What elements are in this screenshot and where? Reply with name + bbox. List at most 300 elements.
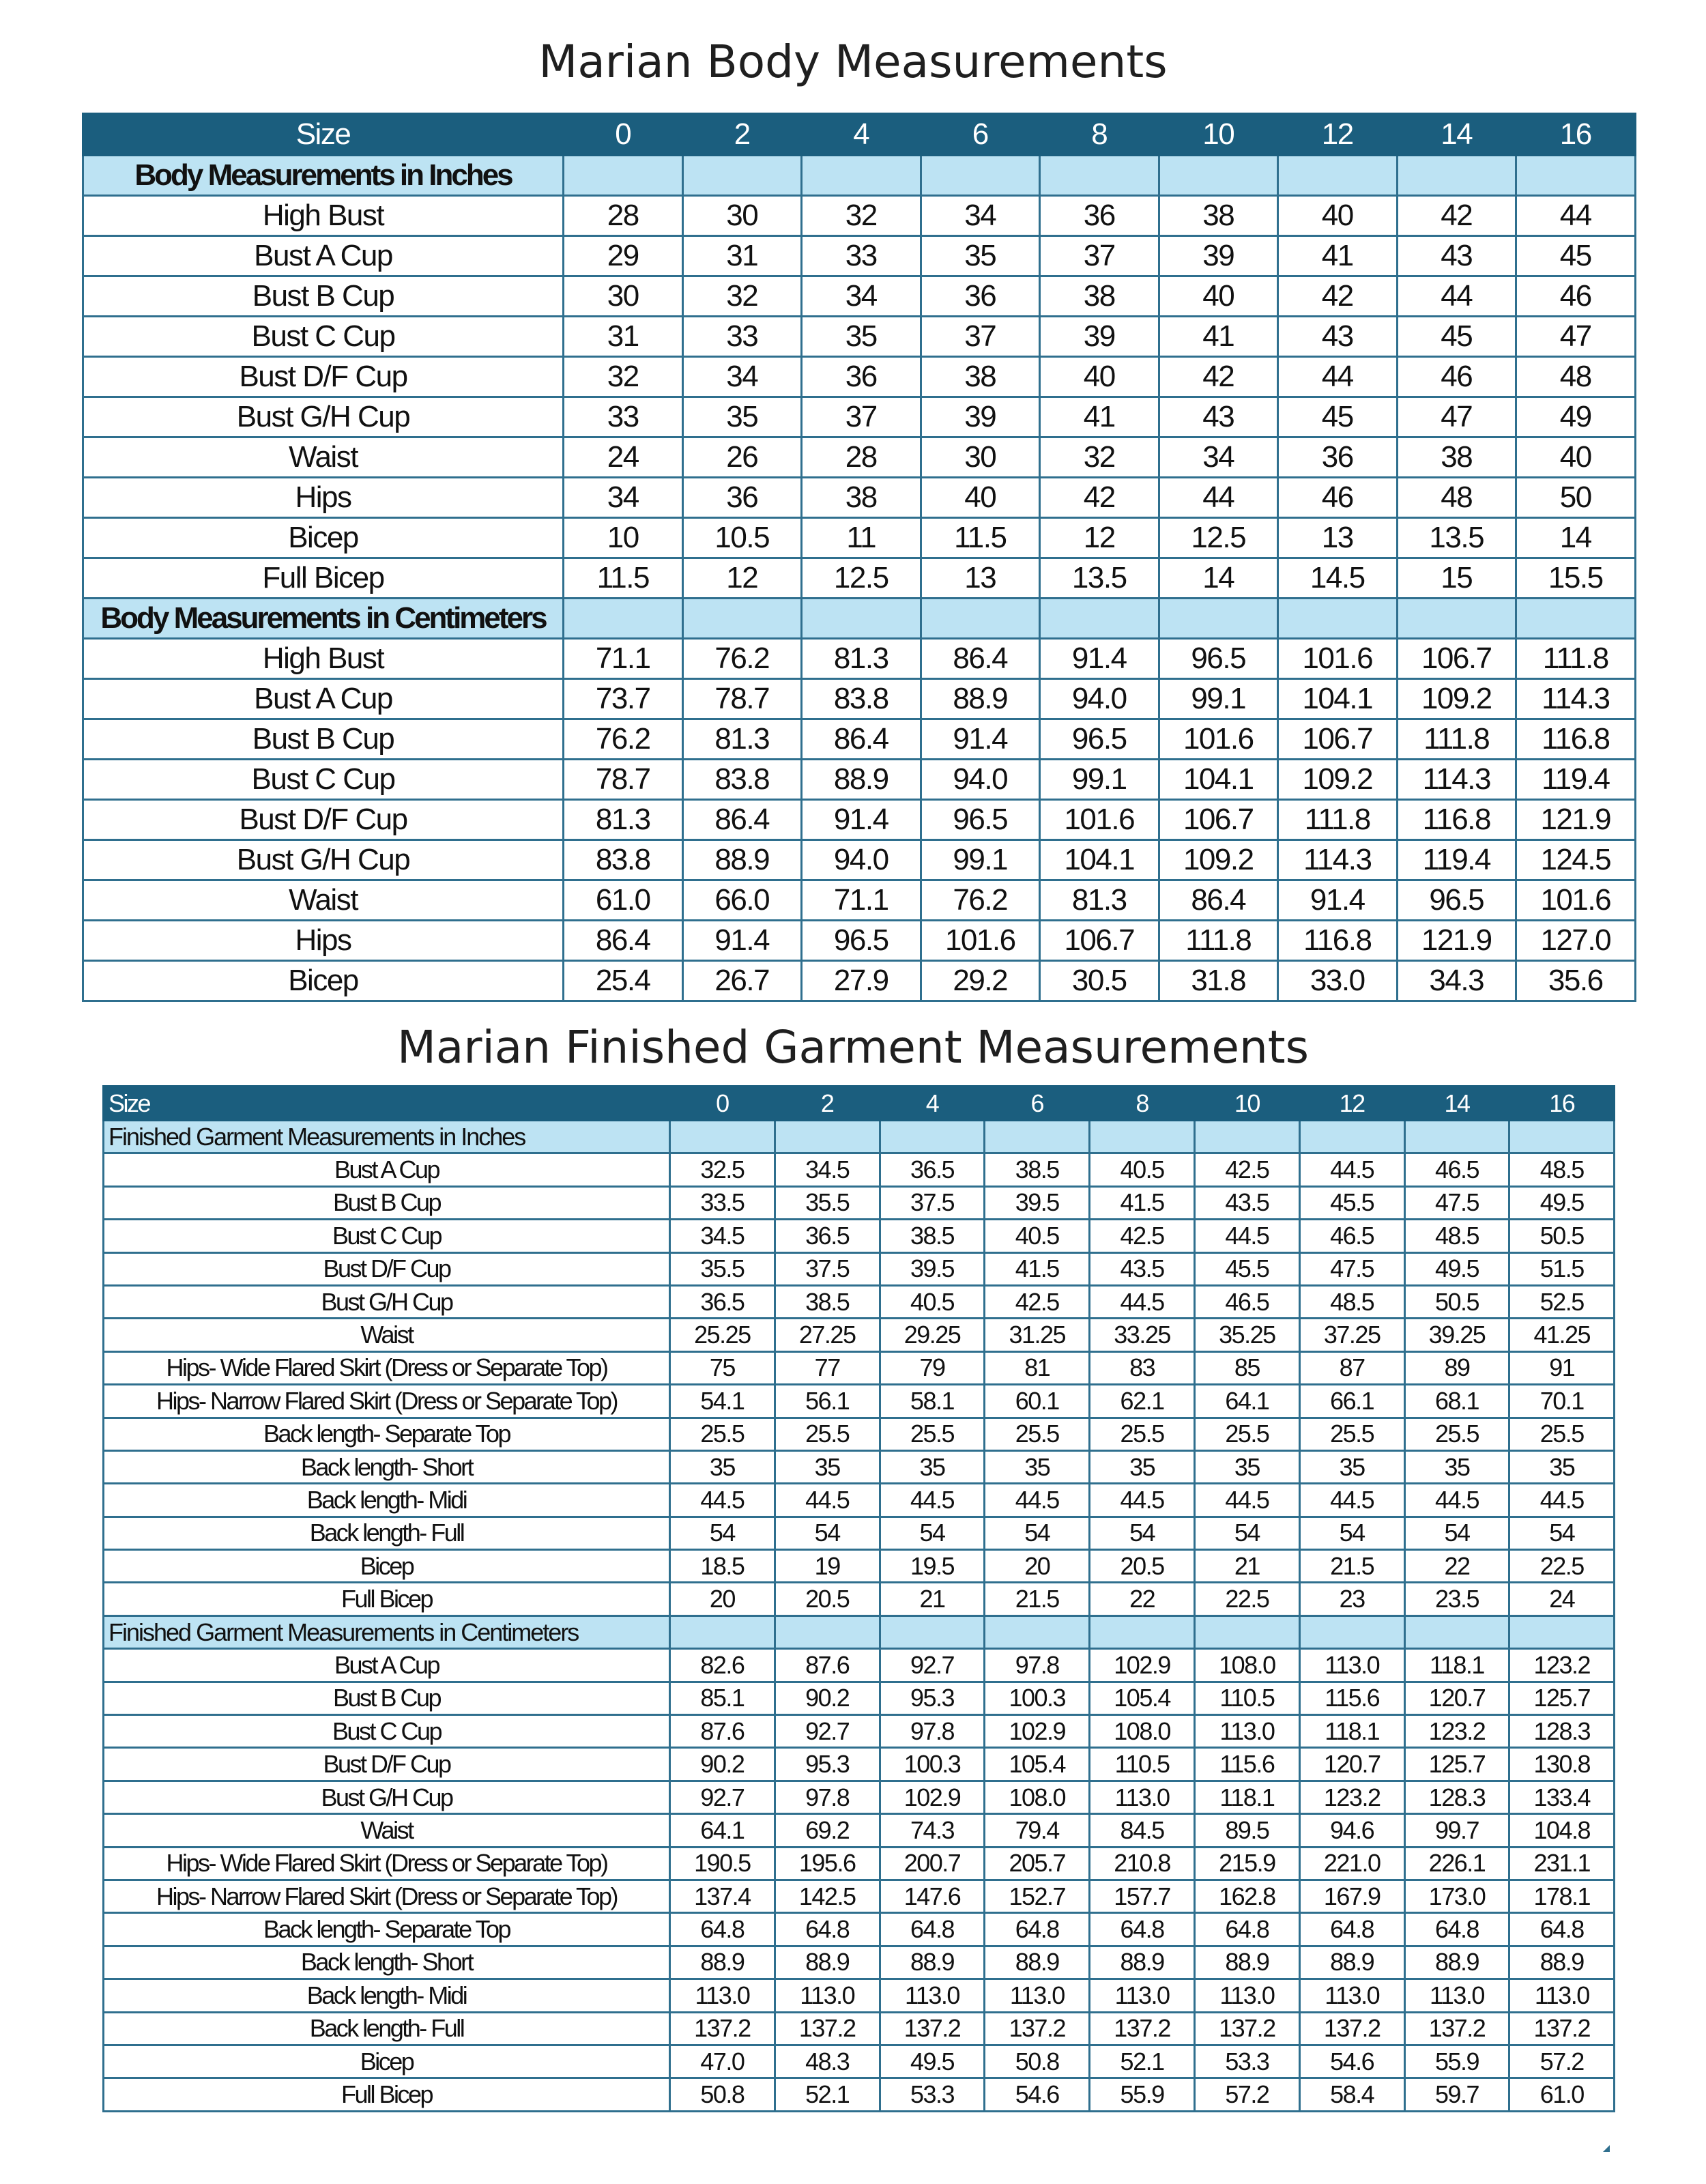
section-empty-cell xyxy=(1404,1615,1509,1648)
value-cell: 35 xyxy=(921,236,1040,276)
value-cell: 86.4 xyxy=(564,921,683,961)
value-cell: 29 xyxy=(564,236,683,276)
table-row xyxy=(104,1946,1615,1979)
section-empty-cell xyxy=(1299,1615,1404,1648)
section-empty-cell xyxy=(1509,1615,1615,1648)
size-header-cell: 8 xyxy=(1040,114,1159,156)
value-cell: 111.8 xyxy=(1159,921,1278,961)
table-row xyxy=(83,317,1636,357)
value-cell: 33.5 xyxy=(670,1186,775,1219)
value-cell: 35.25 xyxy=(1194,1319,1299,1351)
value-cell: 47.5 xyxy=(1299,1252,1404,1285)
value-cell: 110.5 xyxy=(1090,1748,1195,1781)
value-cell: 59.7 xyxy=(1404,2078,1509,2111)
row-label: Bust D/F Cup xyxy=(83,800,564,840)
value-cell: 50.5 xyxy=(1404,1285,1509,1318)
value-cell: 133.4 xyxy=(1509,1781,1615,1813)
row-label: Bust G/H Cup xyxy=(104,1781,670,1813)
value-cell: 21.5 xyxy=(1299,1550,1404,1583)
value-cell: 94.0 xyxy=(802,840,921,880)
value-cell: 231.1 xyxy=(1509,1847,1615,1880)
value-cell: 54 xyxy=(880,1517,985,1549)
value-cell: 36 xyxy=(1278,437,1398,478)
value-cell: 32 xyxy=(802,196,921,236)
table-row xyxy=(83,437,1636,478)
value-cell: 113.0 xyxy=(1299,1649,1404,1682)
value-cell: 76.2 xyxy=(682,639,802,679)
value-cell: 54.1 xyxy=(670,1385,775,1418)
value-cell: 41.5 xyxy=(1090,1186,1195,1219)
value-cell: 31.8 xyxy=(1159,961,1278,1001)
value-cell: 12 xyxy=(682,558,802,599)
value-cell: 39 xyxy=(1159,236,1278,276)
value-cell: 28 xyxy=(564,196,683,236)
value-cell: 44.5 xyxy=(1299,1153,1404,1186)
value-cell: 58.1 xyxy=(880,1385,985,1418)
size-header-cell: 4 xyxy=(880,1087,985,1121)
value-cell: 38 xyxy=(1159,196,1278,236)
value-cell: 37 xyxy=(802,397,921,437)
value-cell: 48.3 xyxy=(775,2045,880,2078)
value-cell: 75 xyxy=(670,1351,775,1384)
value-cell: 35.5 xyxy=(775,1186,880,1219)
value-cell: 101.6 xyxy=(1278,639,1398,679)
value-cell: 94.6 xyxy=(1299,1814,1404,1847)
value-cell: 14.5 xyxy=(1278,558,1398,599)
value-cell: 66.1 xyxy=(1299,1385,1404,1418)
value-cell: 120.7 xyxy=(1404,1682,1509,1714)
value-cell: 64.8 xyxy=(1509,1913,1615,1946)
value-cell: 88.9 xyxy=(682,840,802,880)
row-label: High Bust xyxy=(83,196,564,236)
section-empty-cell xyxy=(921,599,1040,639)
row-label: Waist xyxy=(104,1319,670,1351)
value-cell: 35 xyxy=(985,1450,1090,1483)
value-cell: 33 xyxy=(564,397,683,437)
value-cell: 88.9 xyxy=(670,1946,775,1979)
value-cell: 162.8 xyxy=(1194,1880,1299,1912)
value-cell: 44.5 xyxy=(1194,1484,1299,1517)
table-corner-mark xyxy=(1603,2145,1610,2152)
table-row xyxy=(83,800,1636,840)
value-cell: 38.5 xyxy=(880,1220,985,1252)
value-cell: 55.9 xyxy=(1404,2045,1509,2078)
value-cell: 45 xyxy=(1278,397,1398,437)
value-cell: 113.0 xyxy=(670,1979,775,2012)
value-cell: 10 xyxy=(564,518,683,558)
value-cell: 44.5 xyxy=(985,1484,1090,1517)
value-cell: 113.0 xyxy=(1509,1979,1615,2012)
value-cell: 114.3 xyxy=(1278,840,1398,880)
value-cell: 52.5 xyxy=(1509,1285,1615,1318)
table-row xyxy=(83,921,1636,961)
value-cell: 25.5 xyxy=(880,1418,985,1450)
table-row xyxy=(104,1450,1615,1483)
row-label: Bust G/H Cup xyxy=(83,397,564,437)
value-cell: 13.5 xyxy=(1040,558,1159,599)
value-cell: 54 xyxy=(1090,1517,1195,1549)
value-cell: 25.5 xyxy=(985,1418,1090,1450)
value-cell: 71.1 xyxy=(802,880,921,921)
row-label: Back length- Separate Top xyxy=(104,1913,670,1946)
value-cell: 114.3 xyxy=(1397,760,1516,800)
value-cell: 42 xyxy=(1278,276,1398,317)
table-row xyxy=(83,196,1636,236)
section-heading-row xyxy=(104,1615,1615,1648)
value-cell: 147.6 xyxy=(880,1880,985,1912)
value-cell: 21.5 xyxy=(985,1583,1090,1615)
row-label: Bicep xyxy=(104,2045,670,2078)
table-row xyxy=(104,1649,1615,1682)
value-cell: 34 xyxy=(1159,437,1278,478)
value-cell: 36.5 xyxy=(775,1220,880,1252)
value-cell: 31.25 xyxy=(985,1319,1090,1351)
value-cell: 21 xyxy=(880,1583,985,1615)
value-cell: 119.4 xyxy=(1397,840,1516,880)
row-label: Back length- Full xyxy=(104,2012,670,2045)
value-cell: 44.5 xyxy=(880,1484,985,1517)
value-cell: 88.9 xyxy=(1404,1946,1509,1979)
value-cell: 12.5 xyxy=(1159,518,1278,558)
value-cell: 111.8 xyxy=(1516,639,1636,679)
value-cell: 81.3 xyxy=(682,719,802,760)
value-cell: 64.8 xyxy=(1404,1913,1509,1946)
value-cell: 113.0 xyxy=(775,1979,880,2012)
value-cell: 33 xyxy=(682,317,802,357)
value-cell: 54.6 xyxy=(985,2078,1090,2111)
table-row xyxy=(83,679,1636,719)
section-empty-cell xyxy=(1397,156,1516,196)
size-header-cell: 10 xyxy=(1159,114,1278,156)
value-cell: 35 xyxy=(880,1450,985,1483)
value-cell: 37.5 xyxy=(880,1186,985,1219)
value-cell: 113.0 xyxy=(1194,1715,1299,1748)
value-cell: 71.1 xyxy=(564,639,683,679)
value-cell: 178.1 xyxy=(1509,1880,1615,1912)
value-cell: 14 xyxy=(1516,518,1636,558)
value-cell: 210.8 xyxy=(1090,1847,1195,1880)
value-cell: 47.0 xyxy=(670,2045,775,2078)
value-cell: 61.0 xyxy=(1509,2078,1615,2111)
value-cell: 64.1 xyxy=(670,1814,775,1847)
section-empty-cell xyxy=(670,1615,775,1648)
row-label: Bust D/F Cup xyxy=(83,357,564,397)
value-cell: 40.5 xyxy=(880,1285,985,1318)
value-cell: 108.0 xyxy=(1194,1649,1299,1682)
value-cell: 39 xyxy=(921,397,1040,437)
value-cell: 109.2 xyxy=(1397,679,1516,719)
table-row xyxy=(104,2078,1615,2111)
value-cell: 11 xyxy=(802,518,921,558)
value-cell: 53.3 xyxy=(1194,2045,1299,2078)
table-row xyxy=(83,639,1636,679)
row-label: Back length- Full xyxy=(104,1517,670,1549)
value-cell: 39.5 xyxy=(985,1186,1090,1219)
value-cell: 40.5 xyxy=(985,1220,1090,1252)
value-cell: 38.5 xyxy=(985,1153,1090,1186)
row-label: Back length- Midi xyxy=(104,1979,670,2012)
table-row xyxy=(83,478,1636,518)
value-cell: 43.5 xyxy=(1194,1186,1299,1219)
row-label: Full Bicep xyxy=(104,2078,670,2111)
value-cell: 47 xyxy=(1397,397,1516,437)
table-row xyxy=(104,1220,1615,1252)
value-cell: 104.8 xyxy=(1509,1814,1615,1847)
value-cell: 39 xyxy=(1040,317,1159,357)
row-label: Bust B Cup xyxy=(104,1682,670,1714)
value-cell: 69.2 xyxy=(775,1814,880,1847)
value-cell: 35 xyxy=(1299,1450,1404,1483)
size-header-cell: 8 xyxy=(1090,1087,1195,1121)
section-heading-row xyxy=(104,1121,1615,1153)
value-cell: 99.1 xyxy=(1040,760,1159,800)
value-cell: 87.6 xyxy=(670,1715,775,1748)
value-cell: 81 xyxy=(985,1351,1090,1384)
value-cell: 14 xyxy=(1159,558,1278,599)
section-heading: Body Measurements in Centimeters xyxy=(83,599,564,639)
value-cell: 106.7 xyxy=(1278,719,1398,760)
value-cell: 104.1 xyxy=(1040,840,1159,880)
value-cell: 94.0 xyxy=(1040,679,1159,719)
value-cell: 28 xyxy=(802,437,921,478)
value-cell: 44.5 xyxy=(670,1484,775,1517)
value-cell: 70.1 xyxy=(1509,1385,1615,1418)
value-cell: 25.5 xyxy=(670,1418,775,1450)
value-cell: 118.1 xyxy=(1299,1715,1404,1748)
value-cell: 88.9 xyxy=(775,1946,880,1979)
value-cell: 49.5 xyxy=(1404,1252,1509,1285)
value-cell: 76.2 xyxy=(921,880,1040,921)
value-cell: 34.3 xyxy=(1397,961,1516,1001)
value-cell: 64.8 xyxy=(775,1913,880,1946)
value-cell: 46.5 xyxy=(1299,1220,1404,1252)
value-cell: 95.3 xyxy=(880,1682,985,1714)
value-cell: 99.1 xyxy=(1159,679,1278,719)
value-cell: 22.5 xyxy=(1509,1550,1615,1583)
value-cell: 99.1 xyxy=(921,840,1040,880)
value-cell: 15.5 xyxy=(1516,558,1636,599)
value-cell: 90.2 xyxy=(775,1682,880,1714)
value-cell: 113.0 xyxy=(1194,1979,1299,2012)
value-cell: 96.5 xyxy=(802,921,921,961)
section-empty-cell xyxy=(1040,599,1159,639)
value-cell: 30.5 xyxy=(1040,961,1159,1001)
value-cell: 121.9 xyxy=(1397,921,1516,961)
value-cell: 44.5 xyxy=(1404,1484,1509,1517)
value-cell: 118.1 xyxy=(1194,1781,1299,1813)
value-cell: 62.1 xyxy=(1090,1385,1195,1418)
value-cell: 81.3 xyxy=(564,800,683,840)
value-cell: 30 xyxy=(564,276,683,317)
value-cell: 88.9 xyxy=(985,1946,1090,1979)
table-row xyxy=(104,1319,1615,1351)
row-label: Hips- Narrow Flared Skirt (Dress or Separate Top) xyxy=(104,1385,670,1418)
value-cell: 83 xyxy=(1090,1351,1195,1384)
row-label: Waist xyxy=(83,437,564,478)
value-cell: 94.0 xyxy=(921,760,1040,800)
value-cell: 45 xyxy=(1397,317,1516,357)
value-cell: 82.6 xyxy=(670,1649,775,1682)
size-header-cell: 0 xyxy=(670,1087,775,1121)
value-cell: 95.3 xyxy=(775,1748,880,1781)
table-row xyxy=(83,236,1636,276)
value-cell: 137.2 xyxy=(1509,2012,1615,2045)
table-row xyxy=(83,719,1636,760)
value-cell: 48.5 xyxy=(1404,1220,1509,1252)
row-label: Bust D/F Cup xyxy=(104,1252,670,1285)
table-row xyxy=(83,518,1636,558)
table-row xyxy=(104,1351,1615,1384)
value-cell: 109.2 xyxy=(1159,840,1278,880)
row-label: Bust C Cup xyxy=(83,317,564,357)
value-cell: 106.7 xyxy=(1159,800,1278,840)
value-cell: 48 xyxy=(1516,357,1636,397)
value-cell: 44.5 xyxy=(1090,1285,1195,1318)
value-cell: 56.1 xyxy=(775,1385,880,1418)
value-cell: 85.1 xyxy=(670,1682,775,1714)
section-empty-cell xyxy=(802,156,921,196)
value-cell: 23 xyxy=(1299,1583,1404,1615)
value-cell: 24 xyxy=(1509,1583,1615,1615)
value-cell: 44.5 xyxy=(1194,1220,1299,1252)
value-cell: 85 xyxy=(1194,1351,1299,1384)
value-cell: 96.5 xyxy=(1397,880,1516,921)
table-row xyxy=(104,1285,1615,1318)
section-empty-cell xyxy=(921,156,1040,196)
value-cell: 64.8 xyxy=(1299,1913,1404,1946)
section-empty-cell xyxy=(985,1615,1090,1648)
value-cell: 102.9 xyxy=(880,1781,985,1813)
value-cell: 43 xyxy=(1278,317,1398,357)
value-cell: 86.4 xyxy=(682,800,802,840)
value-cell: 89 xyxy=(1404,1351,1509,1384)
section-empty-cell xyxy=(1159,599,1278,639)
value-cell: 48.5 xyxy=(1509,1153,1615,1186)
value-cell: 88.9 xyxy=(1299,1946,1404,1979)
value-cell: 22 xyxy=(1090,1583,1195,1615)
value-cell: 36.5 xyxy=(670,1285,775,1318)
value-cell: 34 xyxy=(921,196,1040,236)
value-cell: 113.0 xyxy=(1299,1979,1404,2012)
section-empty-cell xyxy=(564,156,683,196)
value-cell: 137.2 xyxy=(1299,2012,1404,2045)
table-row xyxy=(83,880,1636,921)
row-label: Hips- Wide Flared Skirt (Dress or Separate Top) xyxy=(104,1847,670,1880)
value-cell: 88.9 xyxy=(1194,1946,1299,1979)
value-cell: 54 xyxy=(1404,1517,1509,1549)
value-cell: 86.4 xyxy=(802,719,921,760)
section-empty-cell xyxy=(1194,1615,1299,1648)
value-cell: 51.5 xyxy=(1509,1252,1615,1285)
value-cell: 88.9 xyxy=(802,760,921,800)
section-empty-cell xyxy=(1397,599,1516,639)
row-label: Hips- Wide Flared Skirt (Dress or Separate Top) xyxy=(104,1351,670,1384)
row-label: Bust G/H Cup xyxy=(104,1285,670,1318)
value-cell: 13.5 xyxy=(1397,518,1516,558)
value-cell: 116.8 xyxy=(1278,921,1398,961)
value-cell: 36 xyxy=(682,478,802,518)
value-cell: 34 xyxy=(682,357,802,397)
value-cell: 91.4 xyxy=(921,719,1040,760)
value-cell: 32 xyxy=(682,276,802,317)
value-cell: 57.2 xyxy=(1509,2045,1615,2078)
value-cell: 32.5 xyxy=(670,1153,775,1186)
value-cell: 11.5 xyxy=(921,518,1040,558)
value-cell: 41.5 xyxy=(985,1252,1090,1285)
value-cell: 96.5 xyxy=(921,800,1040,840)
value-cell: 30 xyxy=(921,437,1040,478)
value-cell: 12 xyxy=(1040,518,1159,558)
value-cell: 91.4 xyxy=(1040,639,1159,679)
value-cell: 42 xyxy=(1397,196,1516,236)
row-label: Waist xyxy=(83,880,564,921)
value-cell: 25.5 xyxy=(1194,1418,1299,1450)
value-cell: 96.5 xyxy=(1040,719,1159,760)
body-measurements-table xyxy=(82,113,1636,1002)
value-cell: 42.5 xyxy=(985,1285,1090,1318)
value-cell: 102.9 xyxy=(985,1715,1090,1748)
value-cell: 110.5 xyxy=(1194,1682,1299,1714)
value-cell: 23.5 xyxy=(1404,1583,1509,1615)
value-cell: 55.9 xyxy=(1090,2078,1195,2111)
table-row xyxy=(104,1550,1615,1583)
row-label: Back length- Short xyxy=(104,1946,670,1979)
value-cell: 15 xyxy=(1397,558,1516,599)
value-cell: 25.5 xyxy=(1509,1418,1615,1450)
value-cell: 54 xyxy=(1509,1517,1615,1549)
row-label: Bust C Cup xyxy=(83,760,564,800)
section-empty-cell xyxy=(775,1121,880,1153)
size-header-cell: 2 xyxy=(682,114,802,156)
value-cell: 46.5 xyxy=(1404,1153,1509,1186)
value-cell: 108.0 xyxy=(1090,1715,1195,1748)
size-header-row xyxy=(83,114,1636,156)
value-cell: 44.5 xyxy=(1509,1484,1615,1517)
value-cell: 113.0 xyxy=(1090,1979,1195,2012)
value-cell: 91.4 xyxy=(682,921,802,961)
value-cell: 101.6 xyxy=(1159,719,1278,760)
value-cell: 50.8 xyxy=(670,2078,775,2111)
value-cell: 58.4 xyxy=(1299,2078,1404,2111)
garment-measurements-table xyxy=(102,1085,1615,2112)
size-header-cell: 0 xyxy=(564,114,683,156)
value-cell: 92.7 xyxy=(775,1715,880,1748)
value-cell: 44 xyxy=(1397,276,1516,317)
value-cell: 44 xyxy=(1278,357,1398,397)
row-label: Bust C Cup xyxy=(104,1220,670,1252)
value-cell: 37.5 xyxy=(775,1252,880,1285)
value-cell: 29.25 xyxy=(880,1319,985,1351)
value-cell: 42.5 xyxy=(1194,1153,1299,1186)
value-cell: 31 xyxy=(564,317,683,357)
value-cell: 54 xyxy=(1194,1517,1299,1549)
value-cell: 137.2 xyxy=(670,2012,775,2045)
value-cell: 45.5 xyxy=(1299,1186,1404,1219)
value-cell: 61.0 xyxy=(564,880,683,921)
section-empty-cell xyxy=(1194,1121,1299,1153)
table-row xyxy=(83,760,1636,800)
value-cell: 38 xyxy=(1040,276,1159,317)
value-cell: 105.4 xyxy=(985,1748,1090,1781)
value-cell: 127.0 xyxy=(1516,921,1636,961)
row-label: Full Bicep xyxy=(104,1583,670,1615)
value-cell: 125.7 xyxy=(1509,1682,1615,1714)
value-cell: 88.9 xyxy=(880,1946,985,1979)
value-cell: 43 xyxy=(1159,397,1278,437)
size-header-cell: 14 xyxy=(1397,114,1516,156)
value-cell: 115.6 xyxy=(1194,1748,1299,1781)
value-cell: 96.5 xyxy=(1159,639,1278,679)
